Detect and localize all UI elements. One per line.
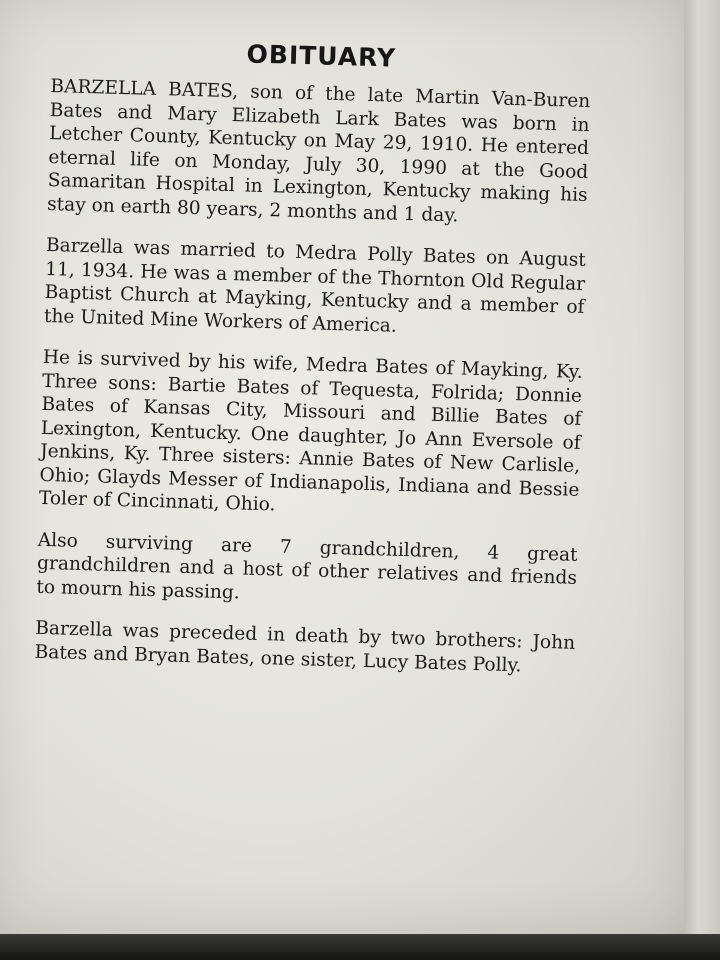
table-surface: [0, 934, 720, 960]
paragraph-preceded-in-death: Barzella was preceded in death by two brothers: John Bates and Bryan Bates, one sister, Lucy Bates Polly.: [34, 617, 576, 676]
paragraph-survived-by: He is survived by his wife, Medra Bates of Mayking, Ky. Three sons: Bartie Bates of Tequesta, Folrida; Donnie Bates of Kansas City, Missouri and Billie Bates of Lexington, Kentucky. One daughter, Jo Ann Eversole of Jenkins, Ky. Three sisters: Annie Bates of New Carlisle, Ohio; Glayds Messer of Indianapolis, Indiana and Bessie Toler of Cincinnati, Ohio.: [38, 346, 583, 516]
obituary-text-block: [34, 30, 592, 697]
page-edge: [684, 0, 720, 960]
paragraph-also-surviving: Also surviving are 7 grandchildren, 4 great grandchildren and a host of other relatives and friends to mourn his passing.: [36, 529, 578, 603]
obituary-title: OBITUARY: [246, 39, 397, 73]
paragraph-birth-death: BARZELLA BATES, son of the late Martin Van-Buren Bates and Mary Elizabeth Lark Bates was born in Letcher County, Kentucky on May 29, 1910. He entered eternal life on Monday, July 30, 1990 at the Good Samaritan Hospital in Lexington, Kentucky making his stay on earth 80 years, 2 months and 1 day.: [46, 75, 591, 226]
paragraph-marriage-membership: Barzella was married to Medra Polly Bates on August 11, 1934. He was a member of the Thornton Old Regular Baptist Church at Mayking, Kentucky and a member of the United Mine Workers of America.: [43, 234, 587, 337]
